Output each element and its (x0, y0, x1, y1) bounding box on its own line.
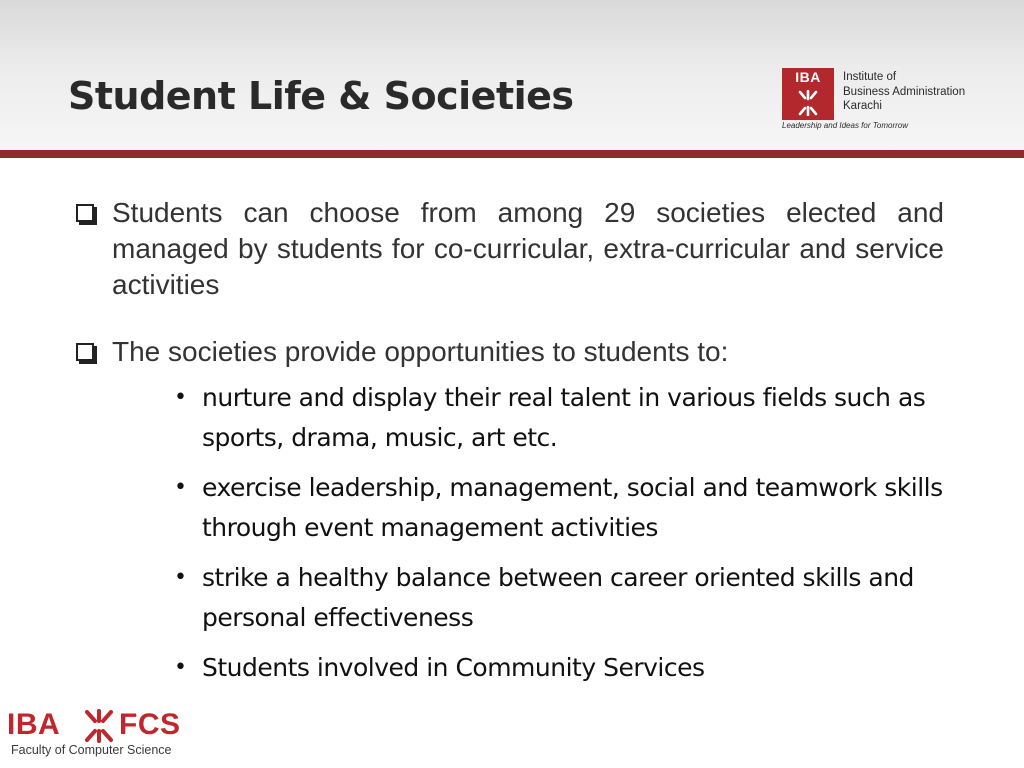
sub-bullet-text: exercise leadership, management, social and teamwork skills through event management activities (202, 473, 943, 542)
logo-name-line1: Institute of (843, 71, 897, 83)
checkbox-bullet-icon (76, 343, 94, 361)
sub-bullet-item (174, 648, 964, 688)
sub-bullet-text: strike a healthy balance between career oriented skills and personal effectiveness (202, 563, 914, 632)
iba-logo-name (843, 70, 965, 114)
iba-logo-mark (782, 68, 834, 120)
sub-bullet-item (174, 558, 964, 638)
iba-emblem-icon (795, 90, 821, 116)
main-point-text: The societies provide opportunities to students to: (112, 336, 729, 367)
iba-logo-tagline: Leadership and Ideas for Tomorrow (782, 121, 908, 130)
sub-bullet-text: Students involved in Community Services (202, 653, 705, 682)
sub-bullet-item (174, 378, 964, 458)
footer-fcs-text: FCS (119, 708, 181, 741)
checkbox-bullet-icon (76, 204, 94, 222)
logo-name-line3: Karachi (843, 100, 882, 112)
iba-logo-abbr: IBA (795, 69, 821, 85)
bullet-dot-icon: • (174, 655, 187, 680)
logo-name-line2: Business Administration (843, 85, 966, 98)
footer-iba-text: IBA (7, 708, 61, 741)
iba-logo (782, 68, 992, 132)
footer-subtitle: Faculty of Computer Science (11, 743, 172, 757)
main-point (76, 334, 944, 370)
fcs-footer-logo (7, 708, 207, 760)
main-point-text: Students can choose from among 29 societies elected and managed by students for co-curricular, extra-curricular and service activities (112, 197, 944, 300)
slide-title: Student Life & Societies (68, 74, 574, 118)
header-divider (0, 150, 1024, 158)
iba-emblem-icon (81, 709, 117, 743)
sub-bullet-list (174, 378, 964, 698)
bullet-dot-icon: • (174, 565, 187, 590)
sub-bullet-text: nurture and display their real talent in various fields such as sports, drama, music, art etc. (202, 383, 926, 452)
main-point (76, 195, 944, 303)
bullet-dot-icon: • (174, 475, 187, 500)
bullet-dot-icon: • (174, 385, 187, 410)
sub-bullet-item (174, 468, 964, 548)
